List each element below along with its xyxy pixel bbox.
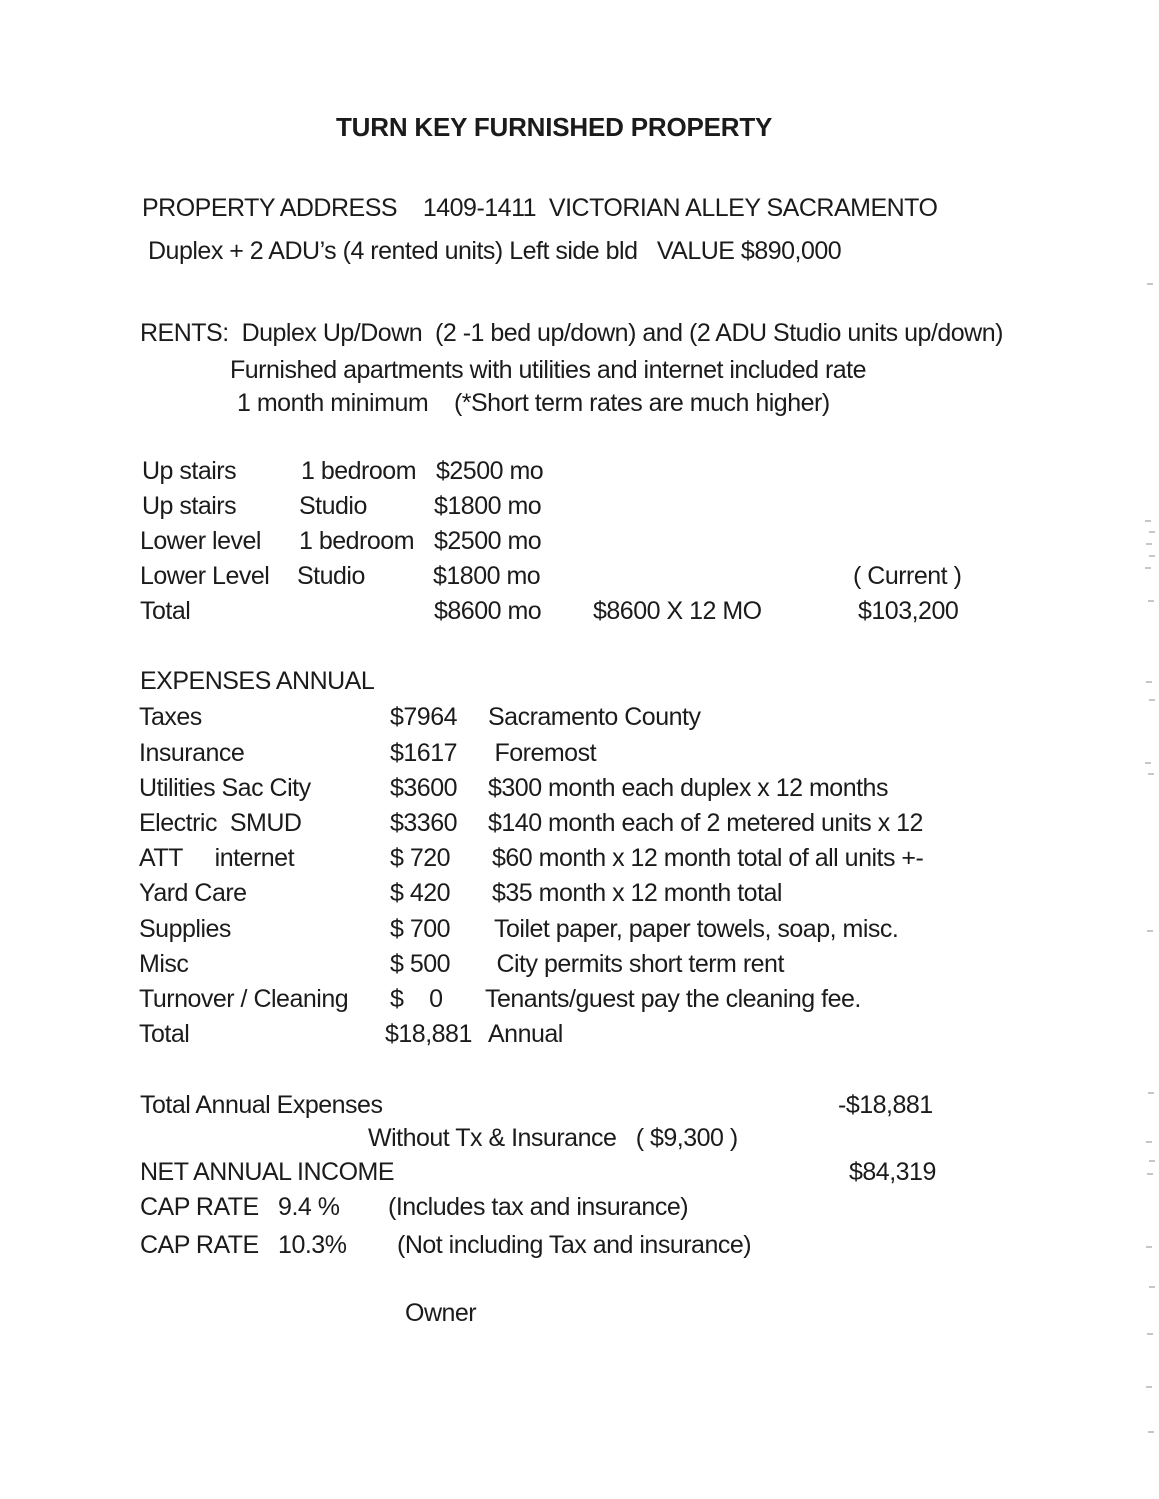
expense-amount: $3360	[390, 809, 458, 837]
property-summary-line: Duplex + 2 ADU’s (4 rented units) Left side bld VALUE $890,000	[148, 237, 842, 265]
expense-label: Misc	[139, 950, 189, 978]
expense-label: Supplies	[139, 915, 231, 943]
rent-amount: $1800 mo	[433, 562, 541, 590]
rent-annual-total: $103,200	[858, 597, 959, 625]
expense-label: Turnover / Cleaning	[139, 985, 349, 1013]
owner-label: Owner	[405, 1299, 477, 1327]
total-annual-expenses-row	[0, 1092, 1159, 1126]
expense-description: Sacramento County	[488, 703, 701, 731]
cap-rate-2-label: CAP RATE 10.3%	[140, 1231, 347, 1259]
total-annual-expenses-label: Total Annual Expenses	[140, 1091, 383, 1119]
expense-row	[0, 845, 1159, 879]
rent-table-row	[0, 528, 1159, 562]
expense-label: Utilities Sac City	[139, 774, 311, 802]
rent-amount: $2500 mo	[436, 457, 544, 485]
cap-rate-2-description: (Not including Tax and insurance)	[397, 1231, 752, 1259]
expense-label: Taxes	[139, 703, 202, 731]
rent-amount: $1800 mo	[434, 492, 542, 520]
expense-description: Annual	[488, 1020, 563, 1048]
rent-unit-type: Studio	[299, 492, 367, 520]
expense-description: $300 month each duplex x 12 months	[488, 774, 888, 802]
expense-row	[0, 986, 1159, 1020]
rent-table-total-row	[0, 598, 1159, 632]
rent-table-row	[0, 563, 1159, 597]
expense-total-row	[0, 1021, 1159, 1055]
rent-location: Total	[140, 597, 191, 625]
total-annual-expenses-value: -$18,881	[838, 1091, 933, 1119]
document-title: TURN KEY FURNISHED PROPERTY	[336, 112, 773, 142]
expense-description: $140 month each of 2 metered units x 12	[488, 809, 923, 837]
expense-description: Foremost	[488, 739, 597, 767]
cap-rate-row-1	[0, 1194, 1159, 1228]
expense-amount: $ 700	[390, 915, 451, 943]
scan-artifacts	[0, 0, 6, 2]
property-address-line: PROPERTY ADDRESS 1409-1411 VICTORIAN ALLEY SACRAMENTO	[142, 194, 938, 222]
net-annual-income-value: $84,319	[849, 1158, 936, 1186]
rent-unit-type: 1 bedroom	[301, 457, 417, 485]
expense-row	[0, 810, 1159, 844]
expense-amount: $ 420	[390, 879, 451, 907]
expense-label: ATT internet	[139, 844, 295, 872]
rents-intro-line-1: RENTS: Duplex Up/Down (2 -1 bed up/down) and (2 ADU Studio units up/down)	[140, 319, 1003, 347]
net-annual-income-row	[0, 1159, 1159, 1193]
expense-row	[0, 916, 1159, 950]
net-annual-income-label: NET ANNUAL INCOME	[140, 1158, 395, 1186]
expense-amount: $1617	[390, 739, 458, 767]
expense-description: Tenants/guest pay the cleaning fee.	[485, 985, 861, 1013]
rent-location: Lower Level	[140, 562, 270, 590]
expense-amount: $ 500	[390, 950, 451, 978]
rent-amount: $8600 mo	[434, 597, 542, 625]
expense-row	[0, 775, 1159, 809]
expense-amount: $18,881	[385, 1020, 472, 1048]
cap-rate-1-label: CAP RATE 9.4 %	[140, 1193, 340, 1221]
rent-amount: $2500 mo	[434, 527, 542, 555]
expense-amount: $7964	[390, 703, 458, 731]
expense-amount: $3600	[390, 774, 458, 802]
rent-annual-calc: $8600 X 12 MO	[593, 597, 762, 625]
cap-rate-row-2	[0, 1232, 1159, 1266]
expense-amount: $ 0	[390, 985, 443, 1013]
rent-table-row	[0, 493, 1159, 527]
cap-rate-1-description: (Includes tax and insurance)	[388, 1193, 689, 1221]
rent-location: Lower level	[140, 527, 261, 555]
without-tax-insurance-line: Without Tx & Insurance ( $9,300 )	[368, 1124, 738, 1152]
rents-intro-line-2: Furnished apartments with utilities and internet included rate	[230, 356, 867, 384]
expense-description: $35 month x 12 month total	[492, 879, 782, 907]
expense-amount: $ 720	[390, 844, 451, 872]
rent-location: Up stairs	[142, 457, 237, 485]
rent-note: ( Current )	[853, 562, 962, 590]
expense-row	[0, 740, 1159, 774]
expense-description: $60 month x 12 month total of all units +-	[492, 844, 924, 872]
expense-row	[0, 951, 1159, 985]
rent-table-row	[0, 458, 1159, 492]
expenses-heading: EXPENSES ANNUAL	[140, 667, 375, 695]
expense-row	[0, 880, 1159, 914]
expense-row	[0, 704, 1159, 738]
expense-label: Insurance	[139, 739, 245, 767]
rent-location: Up stairs	[142, 492, 237, 520]
expense-label: Yard Care	[139, 879, 247, 907]
expense-label: Total	[139, 1020, 190, 1048]
rent-unit-type: 1 bedroom	[299, 527, 415, 555]
expense-description: City permits short term rent	[490, 950, 784, 978]
expense-description: Toilet paper, paper towels, soap, misc.	[488, 915, 899, 943]
rent-unit-type: Studio	[297, 562, 365, 590]
rents-intro-line-3: 1 month minimum (*Short term rates are much higher)	[237, 389, 830, 417]
expense-label: Electric SMUD	[139, 809, 302, 837]
